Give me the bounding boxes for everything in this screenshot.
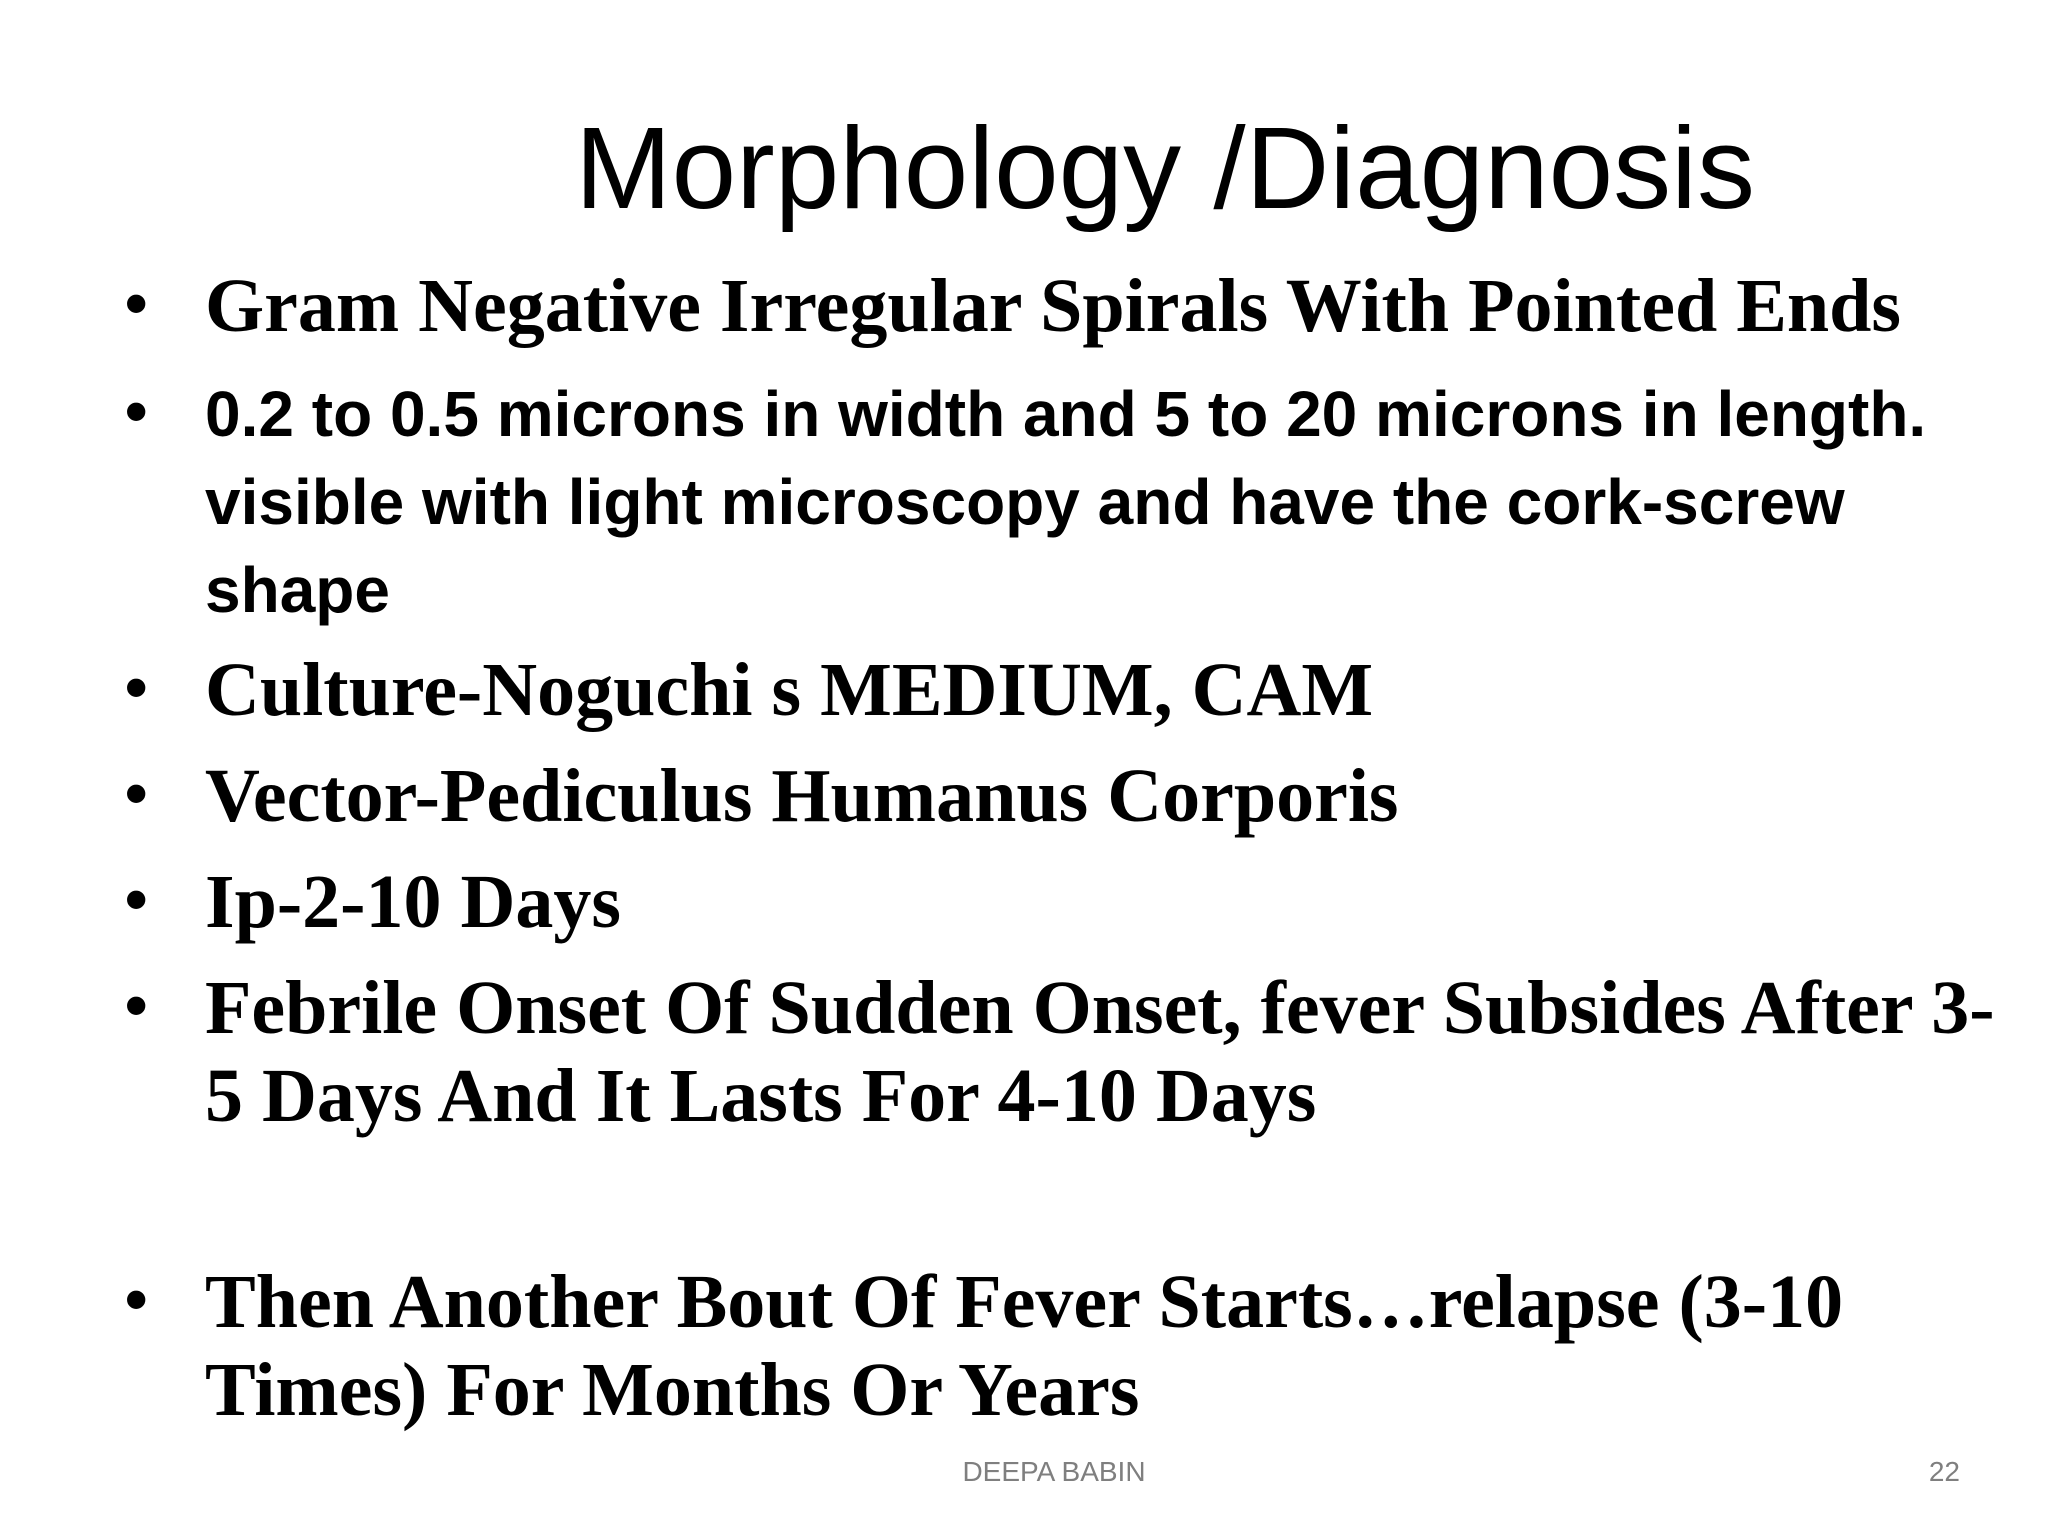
bullet-marker: • (125, 969, 148, 1041)
bullet-marker: • (125, 375, 148, 447)
bullet-marker: • (125, 757, 148, 829)
bullet-marker: • (125, 1263, 148, 1335)
bullet-text: Gram Negative Irregular Spirals With Pointed Ends (205, 264, 1902, 348)
bullet-text: Culture-Noguchi s MEDIUM, CAM (205, 648, 1374, 732)
bullet-marker: • (125, 267, 148, 339)
footer-author: DEEPA BABIN (962, 1456, 1146, 1487)
page-number: 22 (1928, 1456, 1960, 1487)
bullet-text: Ip-2-10 Days (205, 860, 621, 944)
bullet-marker: • (125, 863, 148, 935)
slide-title: Morphology /Diagnosis (575, 103, 1755, 233)
bullet-text: Then Another Bout Of Fever Starts…relapse (3-10 Times) For Months Or Years (205, 1260, 1844, 1432)
bullet-text: Febrile Onset Of Sudden Onset, fever Subsides After 3-5 Days And It Lasts For 4-10 Days (205, 966, 1995, 1138)
bullet-text: Vector-Pediculus Humanus Corporis (205, 754, 1399, 838)
bullet-text: 0.2 to 0.5 microns in width and 5 to 20 microns in length. visible with light microscopy and have the cork-screw shape (205, 378, 1927, 626)
bullet-marker: • (125, 651, 148, 723)
